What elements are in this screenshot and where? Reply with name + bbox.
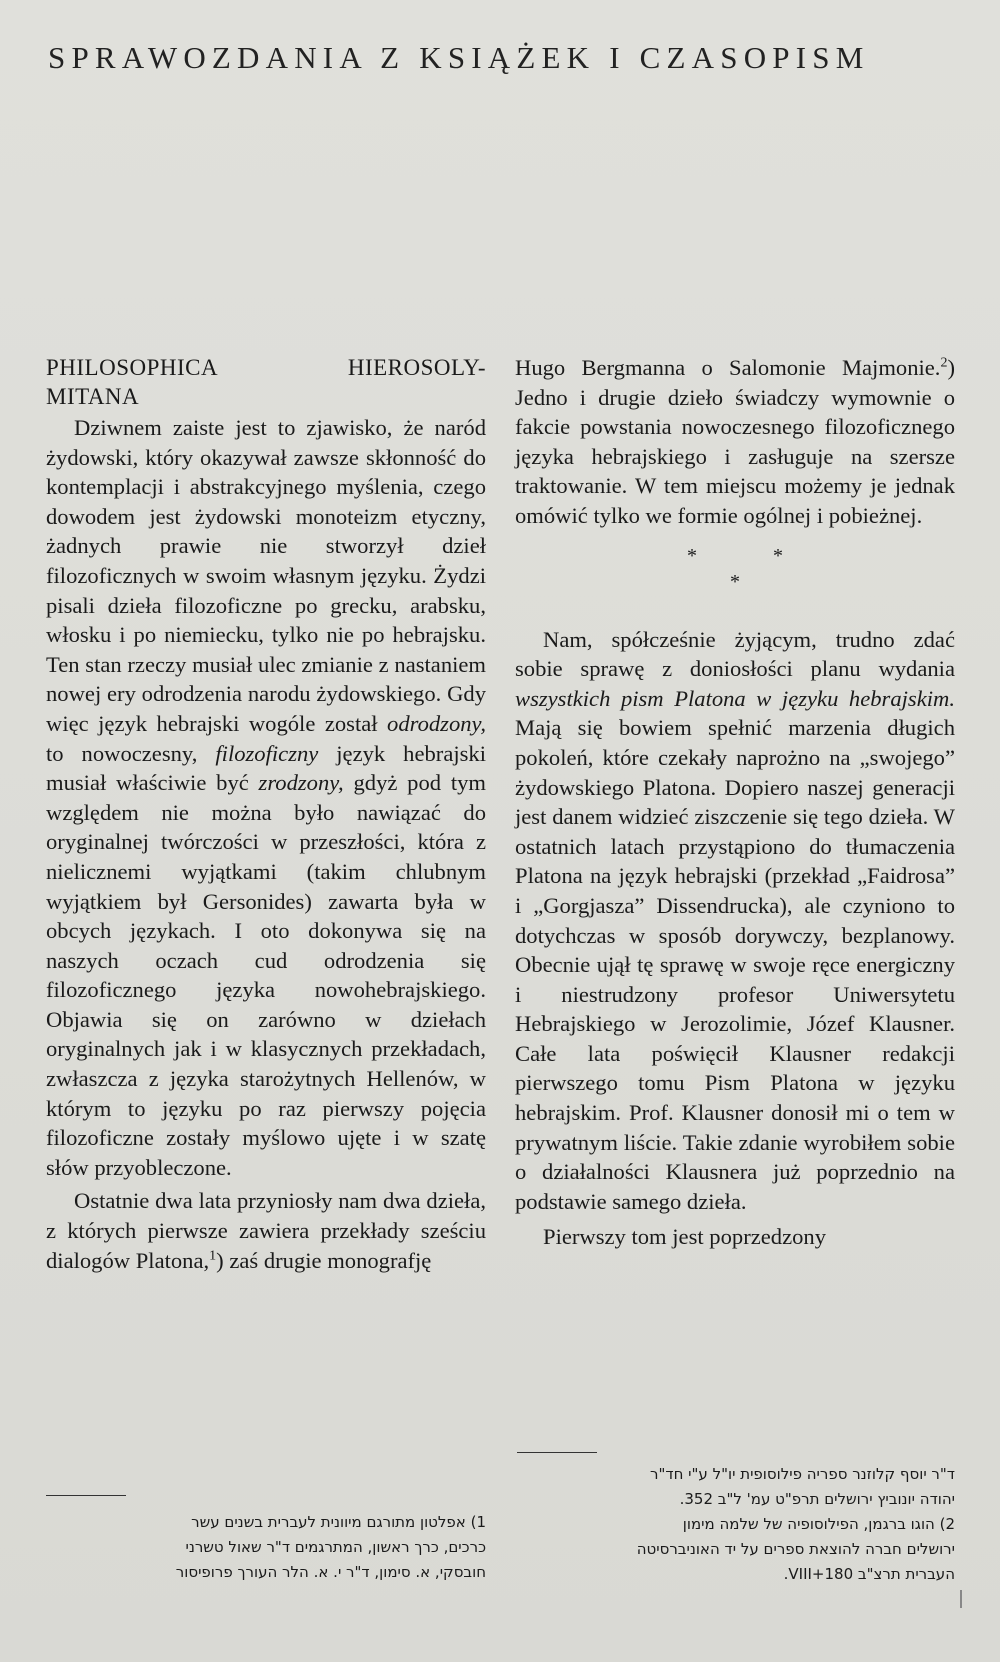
left-paragraph-1: Dziwnem zaiste jest to zjawisko, że naród żydowski, który okazywał zawsze skłonność do kontemplacji i abstrakcyjnego myślenia, czego dowodem jest żydowski monoteizm etyczny, żadnych prawie nie stworzył dzieł filozoficznych w swoim własnym języku. Żydzi pisali dzieła filozoficzne po grecku, arabsku, włosku i po niemiecku, tylko nie po hebrajsku. Ten stan rzeczy musiał ulec zmianie z nastaniem nowej ery odrodzenia narodu żydowskiego. Gdy więc język hebrajski wogóle został odrodzony, to nowoczesny, filozoficzny język hebrajski musiał właściwie być zrodzony, gdyż pod tym względem nie można było nawiązać do oryginalnej twórczości w przeszłości, która z nielicznemi wyjątkami (takim chlubnym wyjątkiem był Gersonides) zawarta była w obcych językach. I oto dokonywa się na naszych oczach cud odrodzenia się filozoficznego języka nowohebrajskiego. Objawia się on zarówno w dziełach oryginalnych jak i w klasycznych przekładach, zwłaszcza z języka starożytnych Hellenów, w którym to języku po raz pierwszy pojęcia filozoficzne zostały myślowo ujęte i w szatę słów przyobleczone.: [46, 415, 487, 1180]
article-title: [46, 353, 486, 411]
footnotes-right: ד"ר יוסף קלוזנר ספריה פילוסופית יו"ל ע"י חד"ר יהודה יונוביץ ירושלים תרפ"ט עמ' ל"ב 352. 2) הוגו ברגמן, הפילוסופיה של שלמה מימון ירושלים חברה להוצאת ספרים על יד האוניברסיטה העברית תרצ"ב VIII+180.: [636, 1465, 955, 1583]
footnote-ref-1: 1: [209, 1248, 217, 1264]
left-column: [46, 353, 486, 1275]
title-part-3: MITANA: [46, 384, 140, 409]
footnote-ref-2: 2: [940, 355, 948, 371]
scan-mark: [960, 1590, 962, 1608]
title-part-2: HIEROSOLY-: [347, 355, 486, 380]
footnote-rule-right: [517, 1452, 597, 1453]
right-paragraph-1: Hugo Bergmanna o Salomonie Majmonie.$^2$) Jedno i drugie dzieło świadczy wymownie o fakcie powstania nowoczesnego filozoficznego języka hebrajskiego i zasługuje na szersze traktowanie. W tem miejscu możemy je jednak omówić tylko we formie ogólnej i pobieżnej.: [515, 355, 955, 528]
section-separator: * * *: [687, 544, 783, 593]
footnote-rule-left: [46, 1495, 126, 1496]
section-header: SPRAWOZDANIA Z KSIĄŻEK I CZASOPISM: [48, 40, 870, 75]
right-column: [515, 353, 955, 1252]
right-paragraph-3: Pierwszy tom jest poprzedzony: [543, 1224, 826, 1250]
right-paragraph-2: Nam, spółcześnie żyjącym, trudno zdać sobie sprawę z doniosłości planu wydania wszystkich pism Platona w języku hebrajskim. Mają się bowiem spełnić marzenia długich pokoleń, które czekały naprożno na „swojego” żydowskiego Platona. Dopiero naszej generacji jest danem widzieć ziszczenie się tego dzieła. W ostatnich latach przystąpiono do tłumaczenia Platona na język hebrajski (przekład „Faidrosa” i „Gorgjasza” Dissendrucka), ale czyniono to dotychczas w sposób dorywczy, bezplanowy. Obecnie ujął tę sprawę w swoje ręce energiczny i niestrudzony profesor Uniwersytetu Hebrajskiego w Jerozolimie, Józef Klausner. Całe lata poświęcił Klausner redakcji pierwszego tomu Pism Platona w języku hebrajskim. Prof. Klausner donosił mi o tem w prywatnym liście. Takie zdanie wyrobiłem sobie o działalności Klausnera już poprzednio na podstawie samego dzieła.: [515, 626, 955, 1214]
left-paragraph-2: Ostatnie dwa lata przyniosły nam dwa dzieła, z których pierwsze zawiera przekłady sześciu dialogów Platona,$^1$) zaś drugie monografję: [46, 1188, 486, 1273]
footnotes-left: 1) אפלטון מתורגם מיוונית לעברית בשנים עשר כרכים, כרך ראשון, המתרגמים ד"ר שאול טשרני חובסקי, א. סימון, ד"ר י. א. הלר העורך פרופיסור: [175, 1513, 486, 1581]
title-part-1: PHILOSOPHICA: [46, 355, 219, 380]
